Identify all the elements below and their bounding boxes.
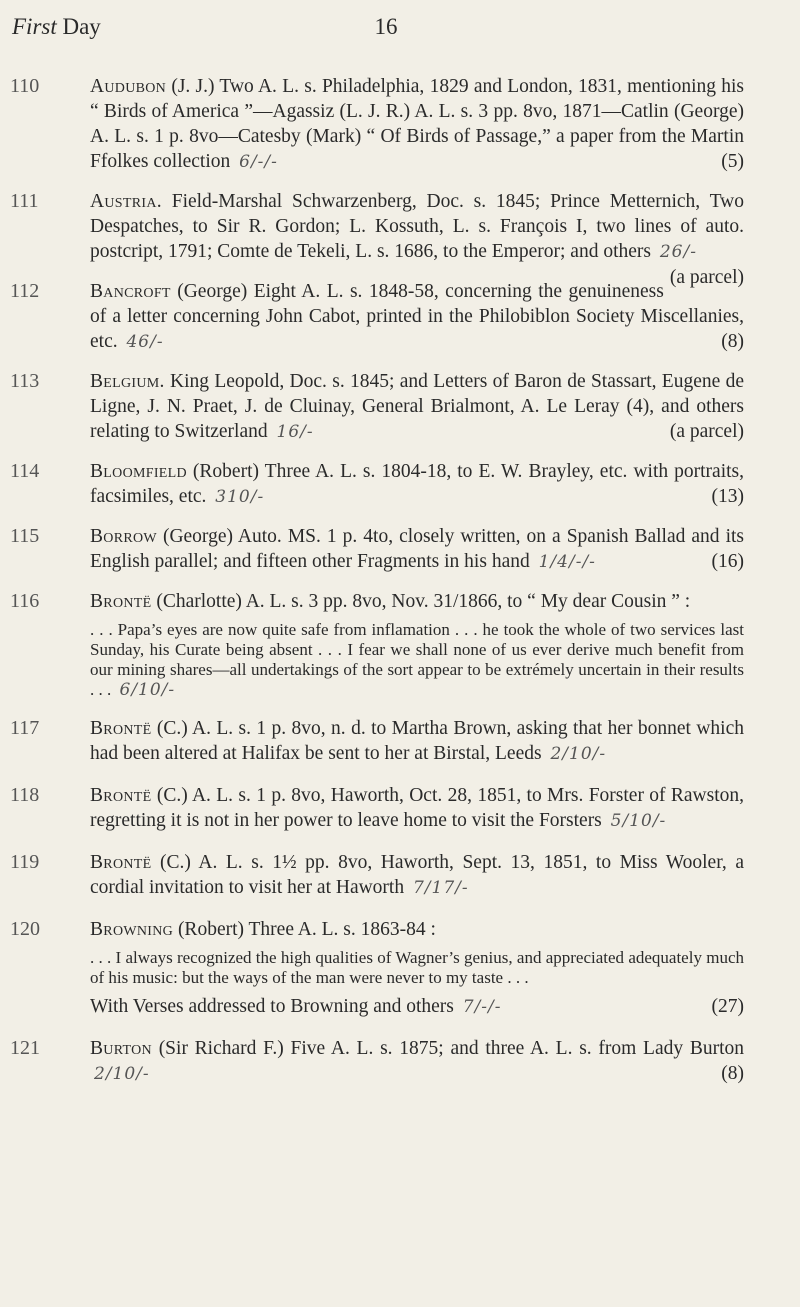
lot-quantity: (8) <box>721 331 744 352</box>
lot-description <box>90 917 744 942</box>
lot-text: King Leopold, Doc. s. 1845; and Letters of Baron de Stassart, Eugene de Ligne, J. N. Praet, J. de Cluinay, General Brialmont, A. Le Leray (4), and others relating to Switzerland <box>90 371 744 442</box>
lot-entry <box>10 783 745 834</box>
lot-number: 114 <box>10 460 40 482</box>
lot-quote <box>90 948 744 988</box>
handwritten-price-note: 7/17/- <box>412 878 469 898</box>
lot-quantity: (a parcel) <box>669 267 744 288</box>
lot-author: Brontë <box>90 591 152 612</box>
lot-author: Bloomfield <box>90 461 187 482</box>
lot-description <box>90 524 744 575</box>
lot-text: (J. J.) Two A. L. s. Philadelphia, 1829 and London, 1831, mentioning his “ Birds of America ”—Agassiz (L. J. R.) A. L. s. 3 pp. 8vo, 1871—Catlin (George) A. L. s. 1 p. 8vo—Catesby (Mark) “ Of Birds of Passage,” a paper from the Martin Ffolkes collection <box>90 76 744 172</box>
lot-description <box>90 369 744 445</box>
lot-entry <box>10 524 744 575</box>
lot-number: 111 <box>10 190 39 212</box>
lot-entry <box>10 589 744 700</box>
lot-description <box>90 279 744 355</box>
lot-text: (C.) A. L. s. 1½ pp. 8vo, Haworth, Sept. 13, 1851, to Miss Wooler, a cordial invitation to visit her at Haworth <box>90 852 745 898</box>
lot-entry <box>10 716 744 767</box>
lot-text: (C.) A. L. s. 1 p. 8vo, n. d. to Martha Brown, asking that her bonnet which had been altered at Halifax be sent to her at Birstal, Leeds <box>90 718 744 764</box>
lot-number: 117 <box>10 717 40 739</box>
lot-number: 120 <box>10 918 40 940</box>
page-header <box>12 14 760 44</box>
lot-entry <box>10 917 744 1020</box>
lot-list <box>0 74 800 1087</box>
handwritten-price-note: 26/- <box>659 242 697 262</box>
lot-quantity: (16) <box>711 551 744 572</box>
lot-author: Austria. <box>90 191 162 212</box>
lot-author: Borrow <box>90 526 157 547</box>
handwritten-price-note: 2/10/- <box>94 1064 150 1084</box>
lot-addendum <box>90 994 744 1020</box>
lot-description <box>90 189 744 288</box>
handwritten-price-note: 46/- <box>126 332 164 352</box>
page-number: 16 <box>374 14 398 39</box>
header-title-first: First <box>12 14 57 39</box>
lot-quote-text: . . . Papa’s eyes are now quite safe from inflamation . . . he took the whole of two services last Sunday, his Curate being absent . . . I fear we shall none of us ever derive much benefit from our mining shares—all undertakings of the sort appear to be extrémely uncertain in their results . . . <box>90 620 744 699</box>
lot-description <box>90 589 744 614</box>
lot-entry <box>10 189 744 288</box>
handwritten-price-note: 2/10/- <box>550 744 607 764</box>
lot-addendum-text: With Verses addressed to Browning and others <box>90 996 454 1017</box>
lot-entry <box>10 1036 745 1087</box>
lot-number: 113 <box>10 370 40 392</box>
lot-text: (Charlotte) A. L. s. 3 pp. 8vo, Nov. 31/1866, to “ My dear Cousin ” : <box>156 591 691 612</box>
lot-text: Field-Marshal Schwarzenberg, Doc. s. 1845; Prince Metternich, Two Despatches, to Sir R. Gordon; L. Kossuth, L. s. François I, two lines of auto. postcript, 1791; Comte de Tekeli, L. s. 1686, to the Emperor; and others <box>90 191 744 262</box>
lot-text: (George) Auto. MS. 1 p. 4to, closely written, on a Spanish Ballad and its English parallel; and fifteen other Fragments in his hand <box>90 526 744 572</box>
lot-number: 121 <box>10 1037 40 1059</box>
lot-description <box>90 1036 744 1087</box>
lot-author: Brontë <box>90 785 152 806</box>
header-title-day: Day <box>62 14 101 39</box>
handwritten-price-note: 310/- <box>215 487 265 507</box>
lot-text: (George) Eight A. L. s. 1848-58, concerning the genuineness of a letter concerning John Cabot, printed in the Philobiblon Society Miscellanies, etc. <box>90 281 744 352</box>
lot-number: 110 <box>10 75 40 97</box>
lot-author: Belgium. <box>90 371 165 392</box>
lot-quote-text: . . . I always recognized the high qualities of Wagner’s genius, and appreciated adequately much of his music: but the ways of the man were never to my taste . . . <box>90 948 744 987</box>
lot-author: Audubon <box>90 76 167 97</box>
lot-number: 112 <box>10 280 40 302</box>
lot-quantity: (27) <box>711 996 744 1017</box>
lot-number: 116 <box>10 590 40 612</box>
handwritten-price-note: 16/- <box>276 422 314 442</box>
lot-description <box>90 783 744 834</box>
lot-number: 119 <box>10 851 40 873</box>
lot-entry <box>10 279 744 355</box>
lot-entry <box>10 74 744 175</box>
lot-entry <box>10 459 744 510</box>
lot-quantity: (13) <box>711 486 744 507</box>
handwritten-price-note: 5/10/- <box>610 811 667 831</box>
lot-author: Brontë <box>90 718 152 739</box>
handwritten-price-note: 7/-/- <box>462 997 502 1017</box>
lot-entry <box>10 850 745 901</box>
lot-quantity: (8) <box>721 1063 744 1084</box>
lot-description <box>90 850 744 901</box>
lot-text: (Sir Richard F.) Five A. L. s. 1875; and three A. L. s. from Lady Burton <box>158 1038 745 1059</box>
lot-text: (Robert) Three A. L. s. 1863-84 : <box>177 919 436 940</box>
lot-description <box>90 459 744 510</box>
lot-author: Browning <box>90 919 174 940</box>
handwritten-price-note: 1/4/-/- <box>538 552 596 572</box>
lot-quote <box>90 620 744 700</box>
lot-author: Bancroft <box>90 281 171 302</box>
lot-quantity: (5) <box>721 151 744 172</box>
handwritten-price-note: 6/-/- <box>239 152 278 172</box>
handwritten-price-note: 6/10/- <box>119 680 176 700</box>
lot-quantity: (a parcel) <box>669 421 744 442</box>
lot-author: Burton <box>90 1038 152 1059</box>
lot-description <box>90 74 744 175</box>
lot-text: (Robert) Three A. L. s. 1804-18, to E. W. Brayley, etc. with portraits, facsimiles, etc. <box>90 461 744 507</box>
lot-author: Brontë <box>90 852 152 873</box>
lot-description <box>90 716 744 767</box>
lot-entry <box>10 369 744 445</box>
lot-number: 118 <box>10 784 40 806</box>
lot-number: 115 <box>10 525 40 547</box>
lot-text: (C.) A. L. s. 1 p. 8vo, Haworth, Oct. 28, 1851, to Mrs. Forster of Rawston, regretting it is not in her power to leave home to visit the Forsters <box>90 785 745 831</box>
